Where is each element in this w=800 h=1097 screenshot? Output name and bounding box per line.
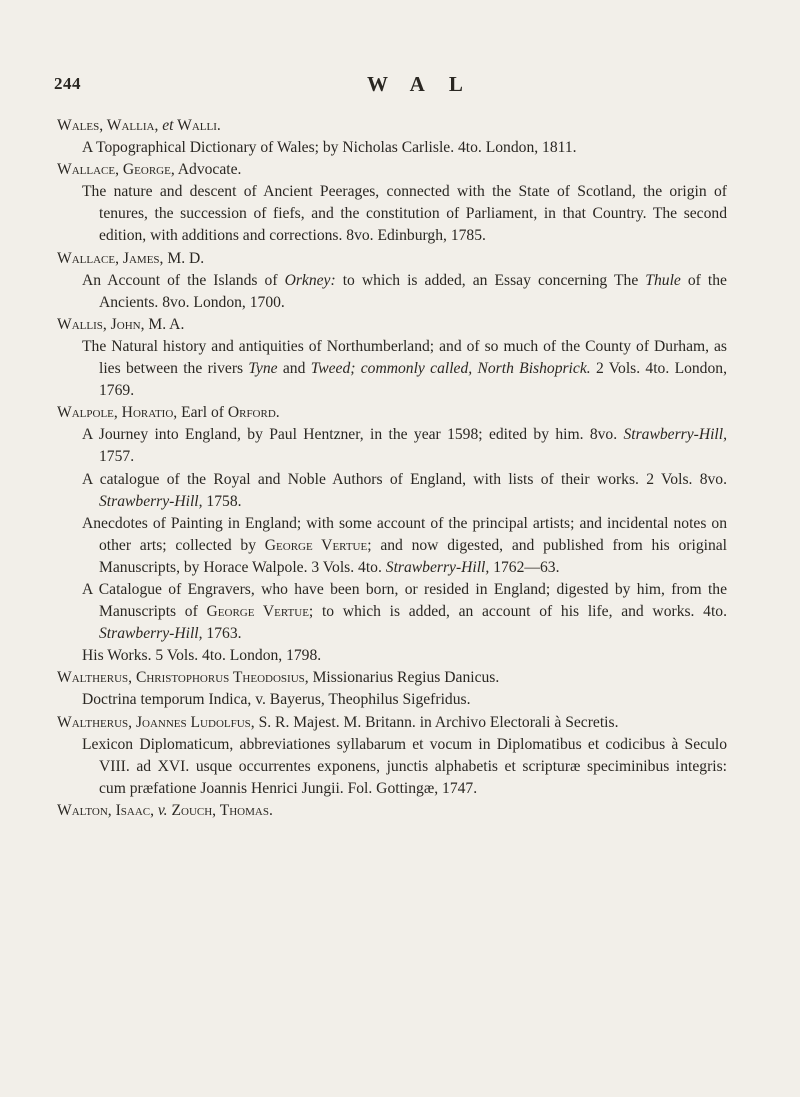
work-item: His Works. 5 Vols. 4to. London, 1798. — [82, 647, 322, 665]
entry-heading: Waltherus, Christophorus Theodosius, Missionarius Regius Danicus. — [57, 669, 500, 687]
work-item: An Account of the Islands of Orkney: to which is added, an Essay concerning The Thule of the Ancients. 8vo. London, 1700. — [82, 271, 727, 311]
work-item: A catalogue of the Royal and Noble Authors of England, with lists of their works. 2 Vols. 8vo. Strawberry-Hill, 1758. — [82, 470, 727, 510]
entry-heading: Walton, Isaac, v. Zouch, Thomas. — [57, 801, 273, 819]
work-item: A Catalogue of Engravers, who have been born, or resided in England; digested by him, from the Manuscripts of George Vertue; to which is added, an account of his life, and works. 4to. Strawberry-Hill, 1763. — [82, 580, 727, 643]
entry-heading: Wallace, George, Advocate. — [57, 161, 242, 179]
running-head — [54, 74, 734, 98]
entry-list — [57, 115, 727, 822]
entry-heading: Wales, Wallia, et Walli. — [57, 117, 221, 134]
running-title: WAL — [367, 72, 487, 96]
work-item: The Natural history and antiquities of Northumberland; and of so much of the County of Durham, as lies between the rivers Tyne and Tweed; commonly called, North Bishoprick. 2 Vols. 4to. London, 1769. — [82, 337, 727, 400]
entry-heading: Waltherus, Joannes Ludolfus, S. R. Majest. M. Britann. in Archivo Electorali à Secretis. — [57, 713, 619, 731]
work-item: Anecdotes of Painting in England; with some account of the principal artists; and incidental notes on other arts; collected by George Vertue; and now digested, and published from his original Manuscripts, by Horace Walpole. 3 Vols. 4to. Strawberry-Hill, 1762—63. — [82, 514, 727, 576]
entry — [57, 115, 727, 159]
entry — [57, 667, 727, 711]
entry — [57, 159, 727, 247]
entry — [57, 402, 727, 667]
work-item: Lexicon Diplomaticum, abbreviationes syllabarum et vocum in Diplomatibus et codicibus à Seculo VIII. ad XVI. usque occurrentes exponens, junctis alphabetis et scripturæ speciminibus integris: cum præfatione Joannis Henrici Jungii. Fol. Gottingæ, 1747. — [82, 735, 727, 797]
entry — [57, 314, 727, 402]
entry — [57, 800, 727, 822]
entry — [57, 712, 727, 800]
work-item: Doctrina temporum Indica, v. Bayerus, Theophilus Sigefridus. — [82, 691, 471, 709]
work-item: A Journey into England, by Paul Hentzner, in the year 1598; edited by him. 8vo. Strawberry-Hill, 1757. — [82, 426, 727, 466]
work-item: The nature and descent of Ancient Peerages, connected with the State of Scotland, the origin of tenures, the succession of fiefs, and the constitution of Parliament, in that Country. The second edition, with additions and corrections. 8vo. Edinburgh, 1785. — [82, 183, 727, 245]
entry-heading: Wallace, James, M. D. — [57, 249, 205, 267]
page-number: 244 — [54, 74, 81, 93]
work-item: A Topographical Dictionary of Wales; by Nicholas Carlisle. 4to. London, 1811. — [82, 139, 577, 157]
entry-heading: Walpole, Horatio, Earl of Orford. — [57, 404, 280, 422]
entry-heading: Wallis, John, M. A. — [57, 315, 185, 333]
entry — [57, 248, 727, 314]
